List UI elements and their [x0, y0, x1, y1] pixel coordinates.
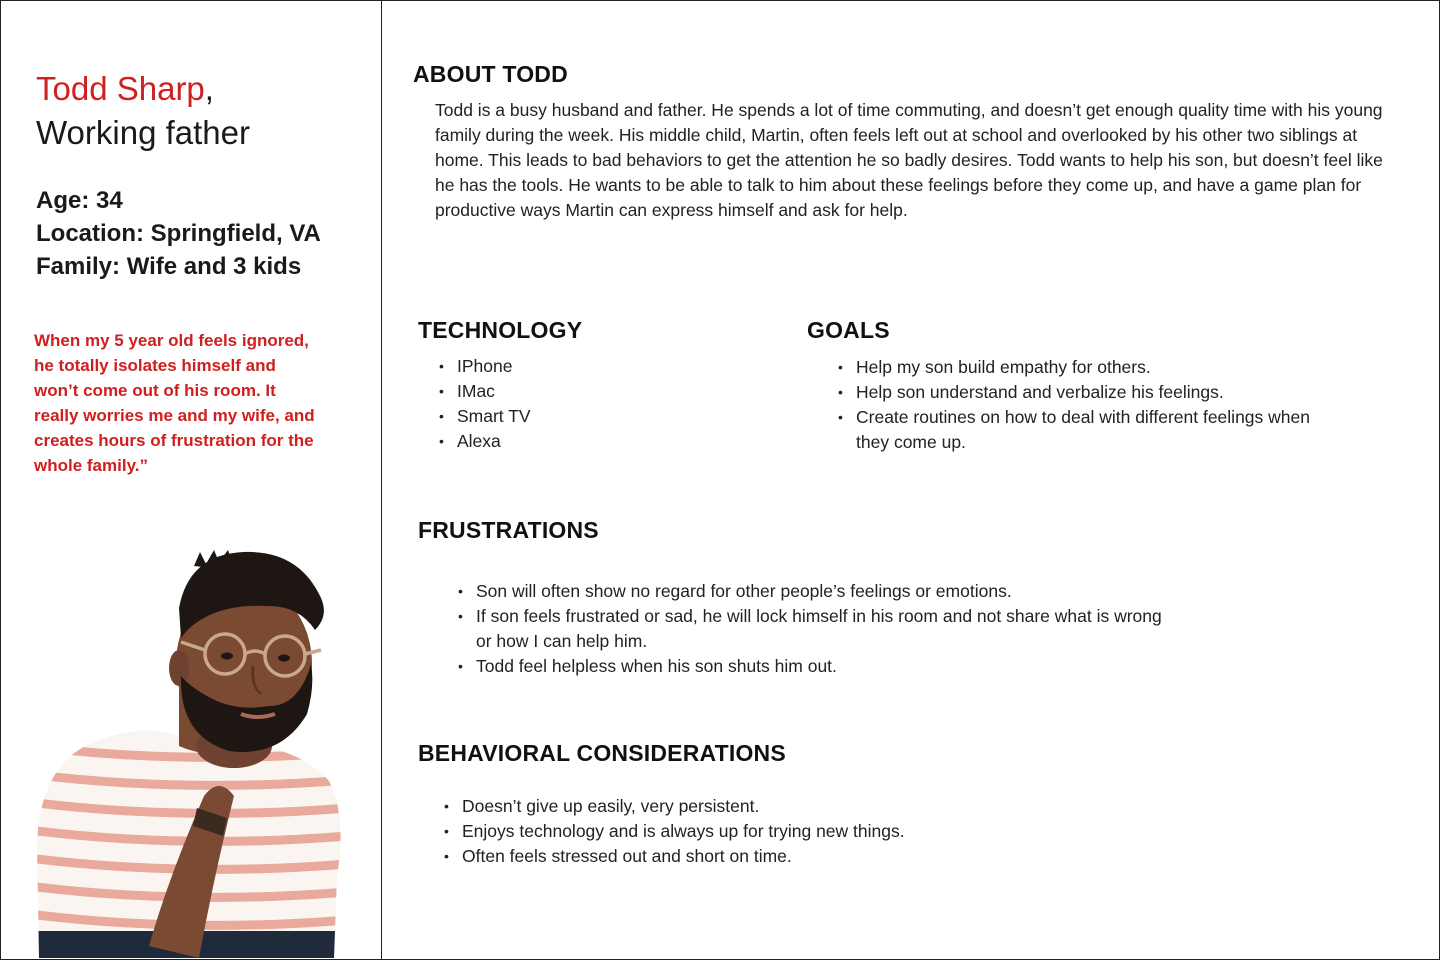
about-text: Todd is a busy husband and father. He spends a lot of time commuting, and doesn’t get enough quality time with his young family during the week. His middle child, Martin, often feels left out at school and overlooked by his other two siblings at home. This leads to bad behaviors to get the attention he so badly desires. Todd wants to help his son, but doesn’t feel like he has the tools. He wants to be able to talk to him about these feelings before they come up, and have a game plan for productive ways Martin can express himself and ask for help. [435, 100, 1383, 220]
persona-demographics [36, 184, 321, 283]
persona-heading [36, 67, 250, 155]
list-item: • Smart TV [435, 404, 531, 429]
persona-age: Age: 34 [36, 187, 123, 214]
persona-name-comma: , [204, 70, 214, 107]
goals-list [834, 355, 1314, 455]
persona-portrait [29, 546, 359, 958]
list-item: • Enjoys technology and is always up for trying new things. [440, 819, 1160, 844]
persona-name: Todd Sharp [36, 70, 205, 107]
list-item: • If son feels frustrated or sad, he will lock himself in his room and not share what is wrong or how I can help him. [454, 604, 1174, 654]
persona-family: Family: Wife and 3 kids [36, 253, 302, 280]
persona-quote: When my 5 year old feels ignored, he totally isolates himself and won’t come out of his room. It really worries me and my wife, and creates hours of frustration for the whole family.” [34, 331, 315, 475]
persona-sidebar [1, 1, 382, 959]
technology-title: TECHNOLOGY [418, 317, 583, 343]
list-item: • Help my son build empathy for others. [834, 355, 1314, 380]
behavioral-title: BEHAVIORAL CONSIDERATIONS [418, 740, 786, 766]
behavioral-list [440, 794, 1160, 869]
about-title: ABOUT TODD [413, 61, 568, 87]
persona-location: Location: Springfield, VA [36, 220, 321, 247]
goals-title: GOALS [807, 317, 890, 343]
persona-role: Working father [36, 114, 250, 151]
list-item: • Help son understand and verbalize his feelings. [834, 380, 1314, 405]
list-item: • Often feels stressed out and short on time. [440, 844, 1160, 869]
list-item: • Son will often show no regard for other people’s feelings or emotions. [454, 579, 1174, 604]
list-item: • Create routines on how to deal with different feelings when they come up. [834, 405, 1314, 455]
technology-list [435, 354, 531, 454]
frustrations-title: FRUSTRATIONS [418, 517, 599, 543]
list-item: • Alexa [435, 429, 531, 454]
frustrations-list [454, 579, 1174, 679]
list-item: • IMac [435, 379, 531, 404]
list-item: • Doesn’t give up easily, very persistent. [440, 794, 1160, 819]
list-item: • Todd feel helpless when his son shuts him out. [454, 654, 1174, 679]
list-item: • IPhone [435, 354, 531, 379]
